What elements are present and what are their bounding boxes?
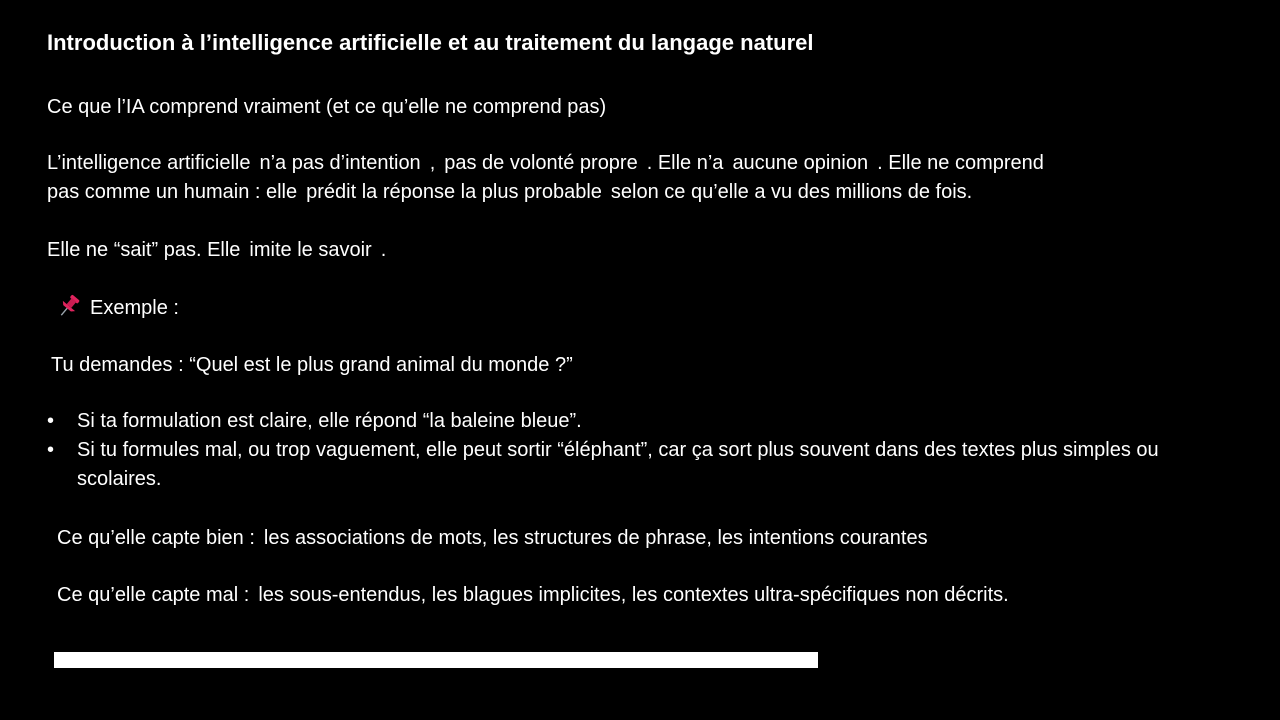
captures-well-text: les associations de mots, les structures de phrase, les intentions courantes: [263, 527, 928, 549]
para1-seg6: aucune opinion: [732, 152, 869, 174]
captures-well-line: [57, 524, 928, 553]
para2-seg1: Elle ne “sait” pas. Elle: [47, 239, 241, 261]
captures-poorly-text: les sous-entendus, les blagues implicites, les contextes ultra-spécifiques non décrits.: [258, 584, 1009, 606]
para1-seg5: . Elle n’a: [646, 152, 724, 174]
captures-poorly-line: [57, 581, 1009, 610]
para2-seg2: imite le savoir: [249, 239, 372, 261]
footer-bar: [54, 652, 818, 668]
bullet-marker: •: [47, 410, 55, 432]
bullet-marker: •: [47, 439, 55, 461]
para1-seg4: pas de volonté propre: [444, 152, 638, 174]
bullet-text: Si ta formulation est claire, elle répond “la baleine bleue”.: [77, 410, 582, 432]
para1-seg1: L’intelligence artificielle: [47, 152, 251, 174]
example-label: Exemple :: [90, 297, 179, 319]
slide-title: Introduction à l’intelligence artificielle et au traitement du langage naturel: [47, 30, 814, 55]
para1-seg7: . Elle ne comprend: [877, 152, 1044, 174]
para1-seg10: selon ce qu’elle a vu des millions de fois.: [610, 181, 973, 203]
paragraph-intention-line-1: [47, 149, 1044, 178]
captures-well-label: Ce qu’elle capte bien :: [57, 527, 255, 549]
paragraph-savoir: [47, 236, 386, 265]
example-heading: [56, 293, 179, 323]
bullet-text: Si tu formules mal, ou trop vaguement, elle peut sortir “éléphant”, car ça sort plus souvent dans des textes plus simples ou scolaires.: [77, 439, 1159, 490]
para1-seg8: pas comme un humain : elle: [47, 181, 298, 203]
para1-seg2: n’a pas d’intention: [259, 152, 421, 174]
example-bullet-list: [47, 407, 1247, 494]
pushpin-icon: [56, 293, 82, 319]
slide-subtitle: Ce que l’IA comprend vraiment (et ce qu’elle ne comprend pas): [47, 96, 607, 118]
example-question: Tu demandes : “Quel est le plus grand animal du monde ?”: [51, 354, 573, 376]
para2-seg3: .: [380, 239, 387, 261]
para1-seg9: prédit la réponse la plus probable: [306, 181, 602, 203]
list-item: [47, 436, 1247, 494]
para1-seg3: ,: [429, 152, 436, 174]
captures-poorly-label: Ce qu’elle capte mal :: [57, 584, 250, 606]
paragraph-intention-line-2: [47, 178, 972, 207]
list-item: [47, 407, 1247, 436]
